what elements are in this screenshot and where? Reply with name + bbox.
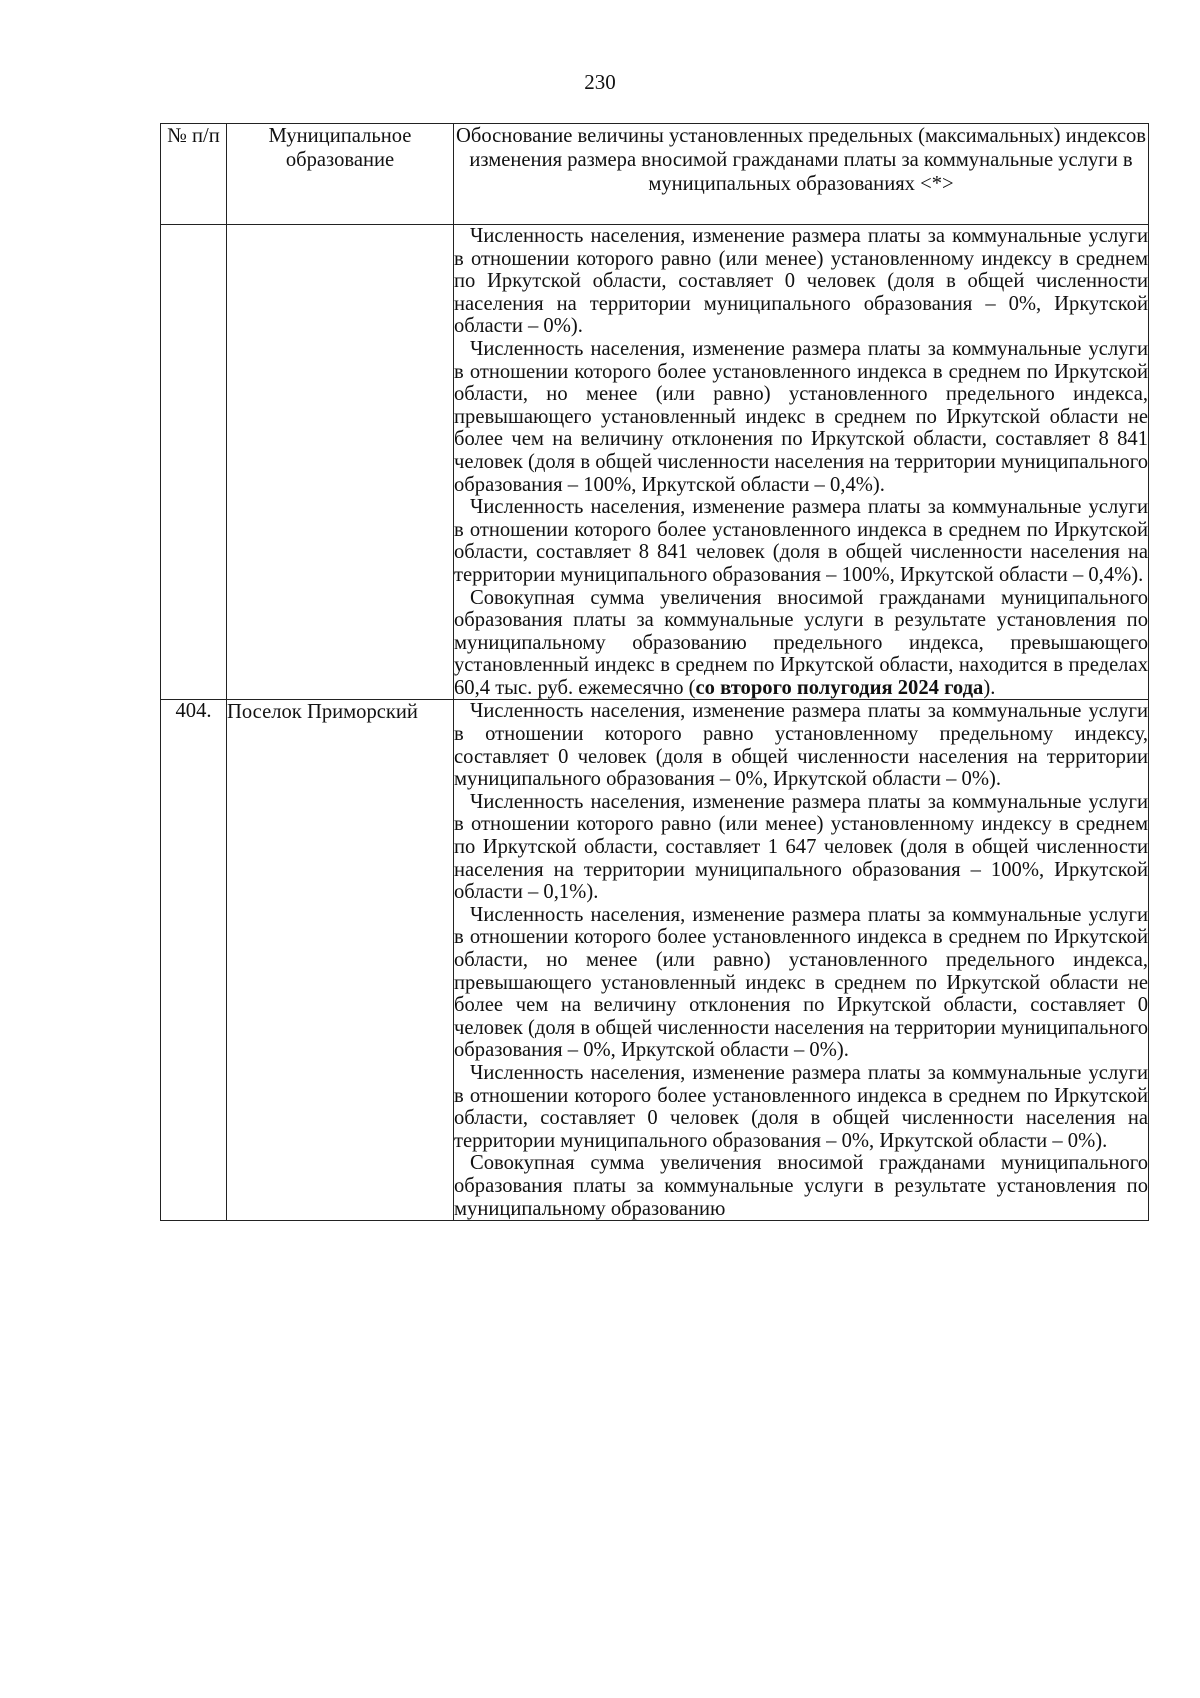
row-justification <box>454 700 1149 1221</box>
summary-text: Совокупная сумма увеличения вносимой гражданами муниципального образования платы за коммунальные услуги в результате установления по муниципальному образованию предельного индекса, превышающего установленный индекс в среднем по Иркутской области, находится в пределах 60,4 тыс. руб. ежемесячно ( <box>454 586 1148 699</box>
justification-paragraph: Численность населения, изменение размера платы за коммунальные услуги в отношении которого равно установленному предельному индексу, составляет 0 человек (доля в общей численности населения на территории муниципального образования – 0%, Иркутской области – 0%). <box>454 700 1148 791</box>
justification-summary <box>454 587 1148 700</box>
summary-period: со второго полугодия 2024 года <box>695 676 984 699</box>
summary-end: ). <box>983 676 996 699</box>
header-justification: Обоснование величины установленных предельных (максимальных) индексов изменения размера вносимой гражданами платы за коммунальные услуги в муниципальных образованиях <*> <box>454 124 1149 225</box>
justification-paragraph: Численность населения, изменение размера платы за коммунальные услуги в отношении которого равно (или менее) установленному индексу в среднем по Иркутской области, составляет 1 647 человек (доля в общей численности населения на территории муниципального образования – 100%, Иркутской области – 0,1%). <box>454 790 1148 904</box>
justification-paragraph: Совокупная сумма увеличения вносимой гражданами муниципального образования платы за коммунальные услуги в результате установления по муниципальному образованию <box>454 1152 1148 1220</box>
row-justification <box>454 225 1149 700</box>
table-row <box>161 700 1149 1221</box>
table-header-row <box>161 124 1149 225</box>
row-municipality <box>227 225 454 700</box>
justification-paragraph: Численность населения, изменение размера платы за коммунальные услуги в отношении которого более установленного индекса в среднем по Иркутской области, составляет 8 841 человек (доля в общей численности населения на территории муниципального образования – 100%, Иркутской области – 0,4%). <box>454 496 1148 586</box>
justification-paragraph: Численность населения, изменение размера платы за коммунальные услуги в отношении которого более установленного индекса в среднем по Иркутской области, составляет 0 человек (доля в общей численности населения на территории муниципального образования – 0%, Иркутской области – 0%). <box>454 1061 1148 1152</box>
justification-paragraph: Численность населения, изменение размера платы за коммунальные услуги в отношении которого более установленного индекса в среднем по Иркутской области, но менее (или равно) установленного предельного индекса, превышающего установленный индекс в среднем по Иркутской области не более чем на величину отклонения по Иркутской области, составляет 0 человек (доля в общей численности населения на территории муниципального образования – 0%, Иркутской области – 0%). <box>454 903 1148 1062</box>
row-number <box>161 225 227 700</box>
header-number: № п/п <box>161 124 227 225</box>
index-justification-table <box>160 123 1149 1221</box>
table-row <box>161 225 1149 700</box>
justification-paragraph: Численность населения, изменение размера платы за коммунальные услуги в отношении которого более установленного индекса в среднем по Иркутской области, но менее (или равно) установленного предельного индекса, превышающего установленный индекс в среднем по Иркутской области не более чем на величину отклонения по Иркутской области, составляет 8 841 человек (доля в общей численности населения на территории муниципального образования – 100%, Иркутской области – 0,4%). <box>454 337 1148 496</box>
row-municipality: Поселок Приморский <box>227 700 454 1221</box>
header-municipality: Муниципальное образование <box>227 124 454 225</box>
row-number: 404. <box>161 700 227 1221</box>
page-number: 230 <box>584 70 616 94</box>
justification-paragraph: Численность населения, изменение размера платы за коммунальные услуги в отношении которого равно (или менее) установленному индексу в среднем по Иркутской области, составляет 0 человек (доля в общей численности населения на территории муниципального образования – 0%, Иркутской области – 0%). <box>454 225 1148 338</box>
